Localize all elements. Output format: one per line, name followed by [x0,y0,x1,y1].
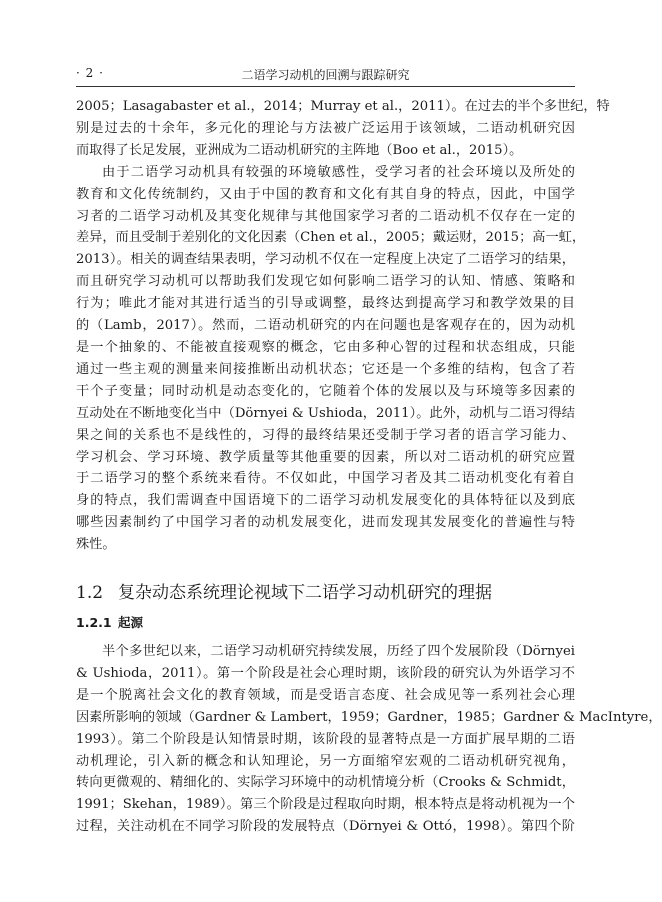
text-line: 殊性。 [76,537,116,553]
text-line: 因素所影响的领域（Gardner & Lambert，1959；Gardner，1985；Gardner & MacIntyre， [76,709,662,725]
section-heading [76,578,575,603]
page-body [76,96,662,838]
text-line: 差异，而且受制于差别化的文化因素（Chen et al.，2005；戴运财，2015；高一虹， [76,230,586,246]
text-line: 1991；Skehan，1989）。第三个阶段是过程取向时期，根本特点是将动机视为一个 [76,797,575,813]
text-line: 习者的二语学习动机及其变化规律与其他国家学习者的二语动机不仅存在一定的 [76,208,575,224]
text-line: 而取得了长足发展，亚洲成为二语动机研究的主阵地（Boo et al.，2015）。 [76,142,523,158]
text-line: 转向更微观的、精细化的、实际学习环境中的动机情境分析（Crooks & Schmidt， [76,775,575,791]
subsection-number: 1.2.1 [76,615,112,631]
subsection-title: 起源 [118,615,144,631]
text-line: 于二语学习的整个系统来看待。不仅如此，中国学习者及其二语动机变化有着自 [76,471,575,487]
running-title: 二语学习动机的回溯与跟踪研究 [241,68,410,82]
page-number: · 2 · [76,66,104,80]
text-line: 2005；Lasagabaster et al.，2014；Murray et al.，2011）。在过去的半个多世纪，特 [76,99,610,114]
text-line: 是一个脱离社会文化的教育领域，而是受语言态度、社会成见等一系列社会心理 [76,687,575,703]
text-line: 半个多世纪以来，二语学习动机研究持续发展，历经了四个发展阶段（Dörnyei [102,644,575,660]
text-line: 行为；唯此才能对其进行适当的引导或调整，最终达到提高学习和教学效果的目 [76,296,575,312]
text-line: 互动处在不断地变化当中（Dörnyei & Ushioda，2011）。此外，动机与二语习得结 [76,405,575,421]
text-line: 学习机会、学习环境、教学质量等其他重要的因素，所以对二语动机的研究应置 [76,449,575,465]
text-line: 是一个抽象的、不能被直接观察的概念，它由多种心智的过程和状态组成，只能 [76,339,575,355]
text-line: 果之间的关系也不是线性的，习得的最终结果还受制于学习者的语言学习能力、 [76,427,575,443]
subsection-heading [76,613,575,631]
text-line: 别是过去的十余年，多元化的理论与方法被广泛运用于该领域，二语动机研究因 [76,120,575,136]
text-line: 动机理论，引入新的概念和认知理论，另一方面缩窄宏观的二语动机研究视角， [76,753,575,769]
text-line: 通过一些主观的测量来间接推断出动机状态；它还是一个多维的结构，包含了若 [76,361,575,377]
text-line: 的（Lamb，2017）。然而，二语动机研究的内在问题也是客观存在的，因为动机 [76,318,575,334]
text-line: 由于二语学习动机具有较强的环境敏感性，受学习者的社会环境以及所处的 [102,164,575,180]
text-line: 教育和文化传统制约，又由于中国的教育和文化有其自身的特点，因此，中国学 [76,186,575,202]
paragraph-continuation [76,96,610,162]
section-title: 复杂动态系统理论视域下二语学习动机研究的理据 [118,583,492,604]
text-line: 身的特点，我们需调查中国语境下的二语学习动机发展变化的具体特征以及到底 [76,493,575,509]
paragraph-origins [76,641,662,838]
text-line: 哪些因素制约了中国学习者的动机发展变化，进而发现其发展变化的普遍性与特 [76,515,575,531]
text-line: 1993）。第二个阶段是认知情景时期，该阶段的显著特点是一方面扩展早期的二语 [76,731,575,747]
paragraph-motivation-context [76,162,586,556]
text-line: 而且研究学习动机可以帮助我们发现它如何影响二语学习的认知、情感、策略和 [76,274,575,290]
text-line: 2013）。相关的调查结果表明，学习动机不仅在一定程度上决定了二语学习的结果， [76,252,575,268]
text-line: & Ushioda，2011）。第一个阶段是社会心理时期，该阶段的研究认为外语学习不 [76,665,575,681]
text-line: 干个子变量；同时动机是动态变化的，它随着个体的发展以及与环境等多因素的 [76,383,575,399]
page-header [76,62,575,87]
text-line: 过程，关注动机在不同学习阶段的发展特点（Dörnyei & Ottó，1998）。第四个阶 [76,819,575,835]
section-number: 1.2 [76,583,104,604]
